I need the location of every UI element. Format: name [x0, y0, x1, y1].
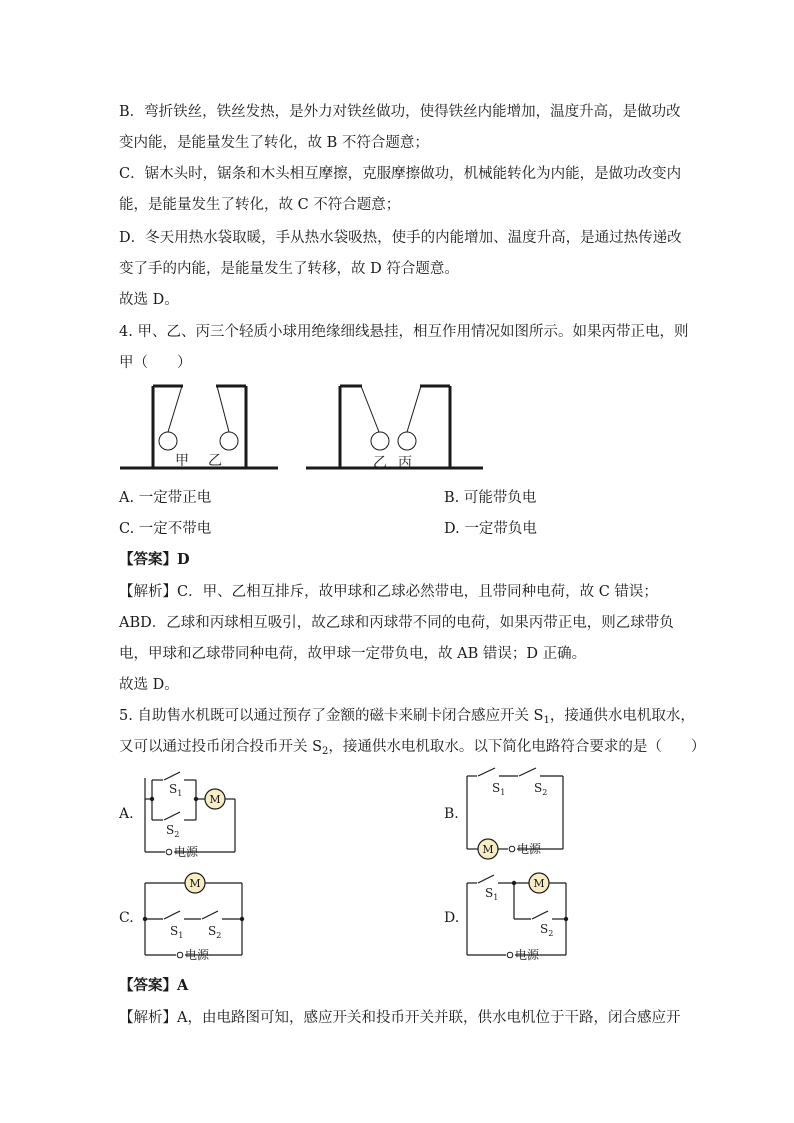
q5-stem-line1: 5. 自助售水机既可以通过预存了金额的磁卡来刷卡闭合感应开关 $S_1$，接通供水电机取水， — [119, 708, 695, 726]
source-label-c: 电源 — [185, 948, 210, 962]
svg-text:M: M — [482, 843, 494, 856]
q4-conclusion: 故选 D。 — [119, 677, 179, 693]
q3-option-d-line1: D．冬天用热水袋取暖，手从热水袋吸热，使手的内能增加、温度升高，是通过热传递改 — [119, 230, 682, 246]
q5-analysis-line1: 【解析】A，由电路图可知，感应开关和投币开关并联，供水电机位于干路，闭合感应开 — [119, 1010, 681, 1026]
q3-option-b-line1: B．弯折铁丝，铁丝发热，是外力对铁丝做功，使得铁丝内能增加，温度升高，是做功改 — [119, 104, 681, 120]
q4-option-c: C. 一定不带电 — [119, 521, 212, 537]
svg-text:M: M — [189, 877, 201, 890]
q4-answer: 【答案】D — [119, 551, 190, 568]
svg-text:S2: $S_2$ — [166, 823, 180, 839]
q4-stem-line1: 4. 甲、乙、丙三个轻质小球用绝缘细线悬挂，相互作用情况如图所示。如果丙带正电，则 — [119, 324, 689, 340]
label-yi-left: 乙 — [208, 453, 222, 469]
q4-option-a: A. 一定带正电 — [119, 490, 212, 506]
q3-option-b-line2: 变内能，是能量发生了转化，故 B 不符合题意； — [119, 135, 429, 151]
label-bing: 丙 — [398, 455, 412, 471]
svg-text:S2: $S_2$ — [540, 922, 554, 938]
q4-stem-line2: 甲（ ） — [119, 355, 192, 371]
label-jia: 甲 — [175, 453, 189, 469]
q5-circuit-diagrams — [0, 760, 794, 975]
q3-conclusion: 故选 D。 — [119, 292, 179, 308]
label-yi-right: 乙 — [373, 455, 387, 471]
svg-text:S1: $S_1$ — [492, 781, 506, 797]
svg-text:S2: $S_2$ — [534, 781, 548, 797]
circuit-label-b: B. — [444, 806, 459, 822]
q5-answer: 【答案】A — [119, 977, 189, 994]
svg-text:S1: $S_1$ — [169, 782, 183, 798]
source-label-b: 电源 — [517, 842, 542, 856]
q4-analysis-line2: ABD．乙球和丙球相互吸引，故乙球和丙球带不同的电荷，如果丙带正电，则乙球带负 — [119, 615, 674, 631]
q4-option-d: D. 一定带负电 — [444, 521, 537, 537]
svg-text:S1: $S_1$ — [170, 924, 184, 940]
svg-text:S2: $S_2$ — [208, 924, 222, 940]
source-label-d: 电源 — [515, 948, 540, 962]
q3-option-c-line1: C．锯木头时，锯条和木头相互摩擦，克服摩擦做功，机械能转化为内能，是做功改变内 — [119, 166, 682, 182]
q3-option-c-line2: 能，是能量发生了转化，故 C 不符合题意； — [119, 197, 401, 213]
circuit-label-c: C. — [119, 910, 134, 926]
q4-ball-figure — [0, 0, 794, 480]
q4-analysis-line1: 【解析】C．甲、乙相互排斥，故甲球和乙球必然带电，且带同种电荷，故 C 错误； — [119, 584, 658, 600]
source-label-a: 电源 — [174, 845, 199, 859]
q3-option-d-line2: 变了手的内能，是能量发生了转移，故 D 符合题意。 — [119, 261, 459, 277]
q4-analysis-line3: 电，甲球和乙球带同种电荷，故甲球一定带负电，故 AB 错误；D 正确。 — [119, 646, 587, 662]
q5-stem-line2: 又可以通过投币闭合投币开关 $S_2$，接通供水电机取水。以下简化电路符合要求的是（ ） — [119, 739, 706, 757]
circuit-label-a: A. — [119, 806, 134, 822]
svg-text:M: M — [209, 793, 221, 806]
q4-option-b: B. 可能带负电 — [444, 490, 537, 506]
svg-text:S1: $S_1$ — [485, 886, 499, 902]
svg-text:M: M — [533, 877, 545, 890]
circuit-label-d: D. — [444, 910, 460, 926]
